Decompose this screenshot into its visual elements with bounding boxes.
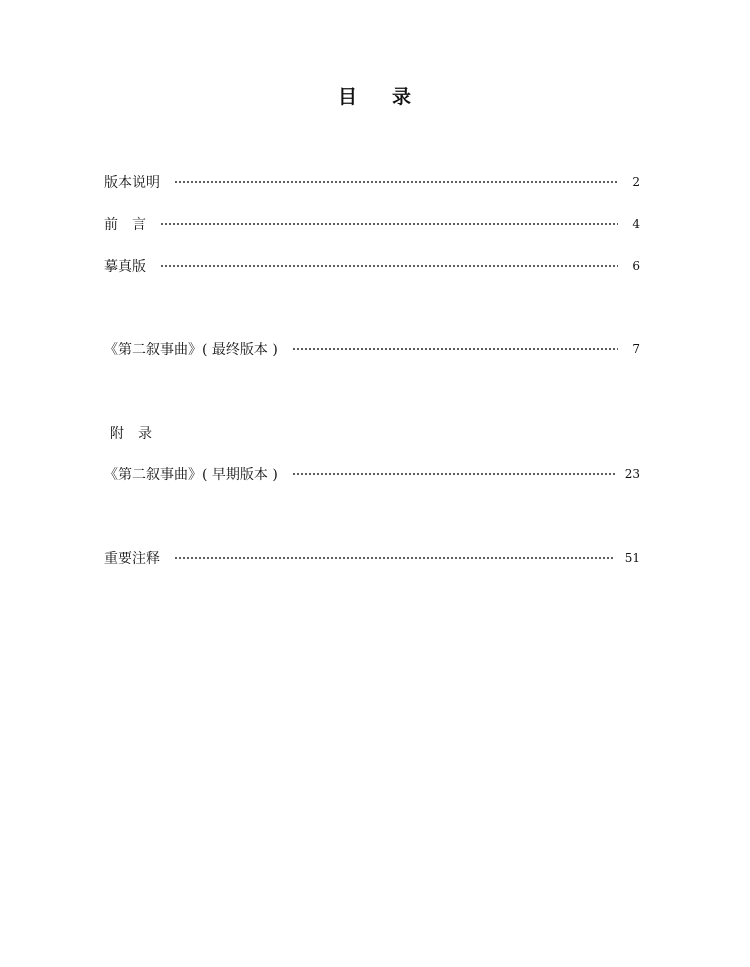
- appendix-heading: 附 录: [110, 426, 152, 442]
- dot-leader: [174, 557, 615, 559]
- toc-entry-ballade-final[interactable]: [104, 338, 640, 360]
- dot-leader: [160, 265, 618, 267]
- toc-page-number: 7: [632, 342, 640, 356]
- toc-entry-edition-notes[interactable]: [104, 171, 640, 193]
- toc-page-number: 2: [632, 175, 640, 189]
- page-title: [0, 82, 750, 109]
- dot-leader: [160, 223, 618, 225]
- toc-entry-facsimile[interactable]: [104, 255, 640, 277]
- dot-leader: [292, 473, 615, 475]
- page-title-part2: 录: [392, 86, 413, 108]
- toc-entry-label: 摹真版: [104, 259, 146, 275]
- toc-entry-label: 重要注释: [104, 551, 160, 567]
- toc-entry-critical-notes[interactable]: [104, 547, 640, 569]
- toc-entry-label: 前 言: [104, 217, 146, 233]
- toc-entry-preface[interactable]: [104, 213, 640, 235]
- toc-page-number: 23: [624, 467, 640, 481]
- toc-entry-label: 《第二叙事曲》( 早期版本 ): [104, 467, 278, 483]
- toc-entry-label: 《第二叙事曲》( 最终版本 ): [104, 342, 278, 358]
- page-title-part1: 目: [337, 86, 358, 108]
- toc-page-number: 4: [632, 217, 640, 231]
- toc-page-number: 51: [624, 551, 640, 565]
- dot-leader: [174, 181, 618, 183]
- toc-entry-ballade-early[interactable]: [104, 463, 640, 485]
- toc-entry-label: 版本说明: [104, 175, 160, 191]
- dot-leader: [292, 348, 618, 350]
- toc-page-number: 6: [632, 259, 640, 273]
